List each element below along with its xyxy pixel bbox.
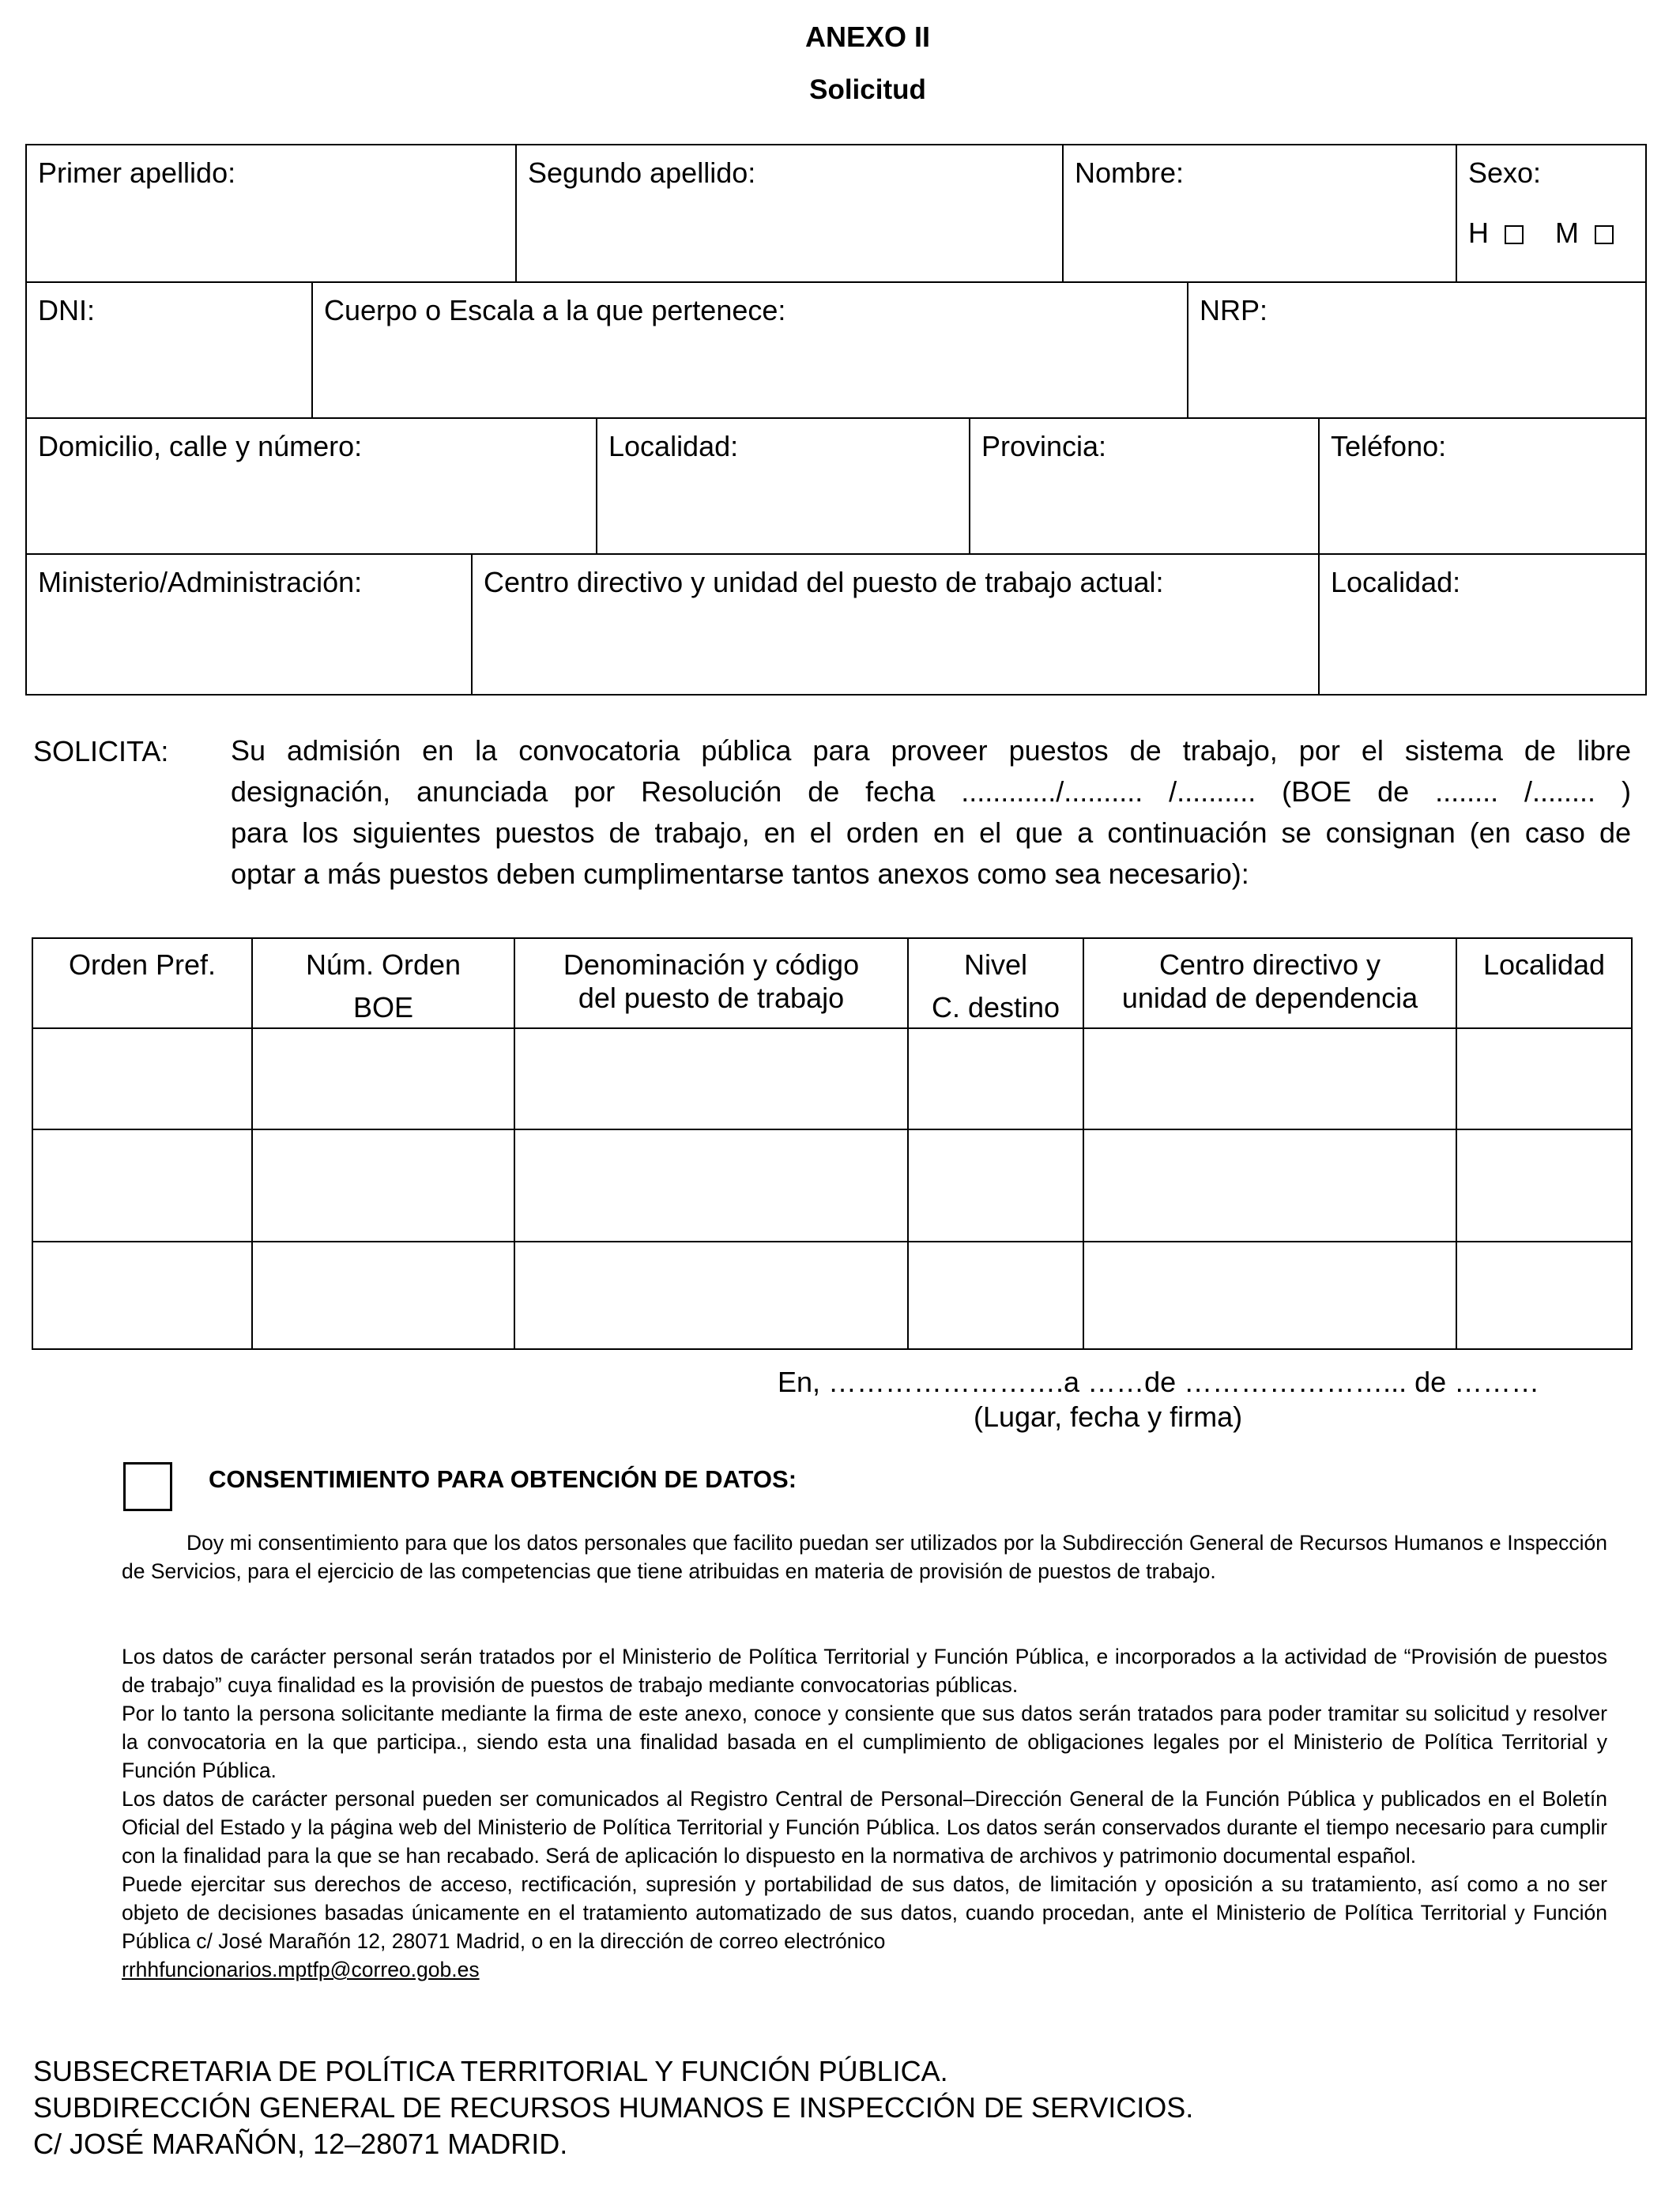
personal-row-names bbox=[27, 145, 1645, 281]
sex-m-checkbox[interactable] bbox=[1595, 225, 1614, 244]
personal-row-address bbox=[27, 417, 1645, 555]
col-header-center: Centro directivo y unidad de dependencia bbox=[1083, 938, 1456, 1028]
request-line-3: para los siguientes puestos de trabajo, en el orden en el que a continuación se consignan (en caso de bbox=[231, 816, 1631, 849]
notice-paragraph-1: Los datos de carácter personal serán tratados por el Ministerio de Política Territorial y Función Pública, e incorporados a la actividad de “Provisión de puestos de trabajo” cuya finalidad es la provisión de puestos de trabajo mediante convocatorias públicas. bbox=[122, 1645, 1607, 1697]
table-cell[interactable] bbox=[1456, 1028, 1632, 1129]
ministry-label: Ministerio/Administración: bbox=[38, 566, 363, 598]
second-surname-label: Segundo apellido: bbox=[528, 156, 756, 189]
table-cell[interactable] bbox=[514, 1028, 908, 1129]
table-cell[interactable] bbox=[1456, 1129, 1632, 1242]
dni-field[interactable] bbox=[27, 283, 313, 419]
first-surname-field[interactable] bbox=[27, 145, 517, 281]
phone-field[interactable] bbox=[1318, 419, 1645, 555]
name-field[interactable] bbox=[1062, 145, 1457, 281]
address-label: Domicilio, calle y número: bbox=[38, 430, 363, 462]
table-cell[interactable] bbox=[32, 1242, 252, 1349]
request-text bbox=[231, 730, 1631, 895]
sex-m-label: M bbox=[1555, 217, 1580, 249]
annex-title: ANEXO II bbox=[804, 21, 931, 53]
table-cell[interactable] bbox=[1083, 1242, 1456, 1349]
name-label: Nombre: bbox=[1075, 156, 1185, 189]
footer-line-2: SUBDIRECCIÓN GENERAL DE RECURSOS HUMANOS E INSPECCIÓN DE SERVICIOS. bbox=[33, 2091, 1194, 2124]
signature-place-date[interactable]: En, …………………….a ……de …………………... de ……… bbox=[778, 1366, 1540, 1398]
col-header-position-name: Denominación y código del puesto de trabajo bbox=[514, 938, 908, 1028]
signature-caption: (Lugar, fecha y firma) bbox=[974, 1400, 1243, 1433]
table-cell[interactable] bbox=[908, 1242, 1083, 1349]
dni-label: DNI: bbox=[38, 294, 95, 326]
table-cell[interactable] bbox=[1083, 1129, 1456, 1242]
table-cell[interactable] bbox=[252, 1129, 514, 1242]
current-center-field[interactable] bbox=[471, 555, 1320, 694]
table-row bbox=[32, 1129, 1632, 1242]
positions-table bbox=[32, 937, 1633, 1350]
personal-row-id bbox=[27, 281, 1645, 419]
table-cell[interactable] bbox=[32, 1028, 252, 1129]
request-line-2: designación, anunciada por Resolución de fecha ............/.......... /.......... (BOE de ........ /........ ) bbox=[231, 775, 1631, 808]
sex-field bbox=[1456, 145, 1645, 281]
col-header-order-pref: Orden Pref. bbox=[32, 938, 252, 1028]
address-field[interactable] bbox=[27, 419, 597, 555]
locality-field[interactable] bbox=[596, 419, 970, 555]
phone-label: Teléfono: bbox=[1331, 430, 1447, 462]
nrp-label: NRP: bbox=[1200, 294, 1268, 326]
sex-h-checkbox[interactable] bbox=[1505, 225, 1524, 244]
consent-paragraph bbox=[122, 1529, 1607, 1585]
request-label: SOLICITA: bbox=[33, 735, 169, 767]
table-cell[interactable] bbox=[514, 1129, 908, 1242]
current-locality-label: Localidad: bbox=[1331, 566, 1461, 598]
consent-title: CONSENTIMIENTO PARA OBTENCIÓN DE DATOS: bbox=[209, 1465, 797, 1493]
sex-h-label: H bbox=[1468, 217, 1489, 249]
footer-line-1: SUBSECRETARIA DE POLÍTICA TERRITORIAL Y FUNCIÓN PÚBLICA. bbox=[33, 2055, 948, 2087]
consent-text: Doy mi consentimiento para que los datos personales que facilito puedan ser utilizados por la Subdirección General de Recursos Humanos e Inspección de Servicios, para el ejercicio de las competencias que tiene atribuidas en materia de provisión de puestos de trabajo. bbox=[122, 1531, 1607, 1583]
province-field[interactable] bbox=[969, 419, 1320, 555]
corps-label: Cuerpo o Escala a la que pertenece: bbox=[324, 294, 786, 326]
col-header-locality: Localidad bbox=[1456, 938, 1632, 1028]
table-cell[interactable] bbox=[252, 1242, 514, 1349]
sex-label: Sexo: bbox=[1468, 156, 1542, 189]
request-line-4: optar a más puestos deben cumplimentarse tantos anexos como sea necesario): bbox=[231, 858, 1249, 890]
col-header-boe-order: Núm. Orden BOE bbox=[252, 938, 514, 1028]
second-surname-field[interactable] bbox=[515, 145, 1064, 281]
sex-options bbox=[1468, 217, 1614, 250]
footer-line-3: C/ JOSÉ MARAÑÓN, 12–28071 MADRID. bbox=[33, 2128, 568, 2160]
notice-paragraph-4: Puede ejercitar sus derechos de acceso, rectificación, supresión y portabilidad de sus datos, de limitación y oposición a su tratamiento, así como a no ser objeto de decisiones basadas únicamente en el tratamiento automatizado de sus datos, cuando procedan, ante el Ministerio de Política Territorial y Función Pública c/ José Marañón 12, 28071 Madrid, o en la dirección de correo electrónico bbox=[122, 1872, 1607, 1953]
contact-email-link[interactable]: rrhhfuncionarios.mptfp@correo.gob.es bbox=[122, 1958, 480, 1981]
data-protection-notice bbox=[122, 1642, 1607, 1984]
table-cell[interactable] bbox=[252, 1028, 514, 1129]
first-surname-label: Primer apellido: bbox=[38, 156, 236, 189]
table-cell[interactable] bbox=[32, 1129, 252, 1242]
page-subtitle: Solicitud bbox=[809, 74, 926, 105]
province-label: Provincia: bbox=[981, 430, 1107, 462]
table-cell[interactable] bbox=[514, 1242, 908, 1349]
locality-label: Localidad: bbox=[608, 430, 739, 462]
table-row bbox=[32, 1028, 1632, 1129]
nrp-field[interactable] bbox=[1187, 283, 1645, 419]
notice-paragraph-2: Por lo tanto la persona solicitante mediante la firma de este anexo, conoce y consiente que sus datos serán tratados para poder tramitar su solicitud y resolver la convocatoria en la que participa., siendo esta una finalidad basada en el cumplimiento de obligaciones legales por el Ministerio de Política Territorial y Función Pública. bbox=[122, 1702, 1607, 1782]
col-header-level: Nivel C. destino bbox=[908, 938, 1083, 1028]
positions-header-row bbox=[32, 938, 1632, 1028]
current-locality-field[interactable] bbox=[1318, 555, 1645, 694]
table-cell[interactable] bbox=[1456, 1242, 1632, 1349]
ministry-field[interactable] bbox=[27, 555, 473, 694]
notice-paragraph-3: Los datos de carácter personal pueden ser comunicados al Registro Central de Personal–Dirección General de la Función Pública y publicados en el Boletín Oficial del Estado y la página web del Ministerio de Política Territorial y Función Pública. Los datos serán conservados durante el tiempo necesario para cumplir con la finalidad para la que se han recabado. Será de aplicación lo dispuesto en la normativa de archivos y patrimonio documental español. bbox=[122, 1787, 1607, 1868]
table-cell[interactable] bbox=[908, 1028, 1083, 1129]
corps-field[interactable] bbox=[311, 283, 1188, 419]
table-cell[interactable] bbox=[1083, 1028, 1456, 1129]
consent-checkbox[interactable] bbox=[123, 1462, 172, 1511]
request-line-1: Su admisión en la convocatoria pública para proveer puestos de trabajo, por el sistema de libre bbox=[231, 734, 1631, 767]
footer-address bbox=[33, 2053, 1193, 2162]
current-center-label: Centro directivo y unidad del puesto de trabajo actual: bbox=[484, 566, 1164, 598]
personal-data-grid bbox=[25, 144, 1647, 696]
table-row bbox=[32, 1242, 1632, 1349]
personal-row-work bbox=[27, 553, 1645, 694]
table-cell[interactable] bbox=[908, 1129, 1083, 1242]
